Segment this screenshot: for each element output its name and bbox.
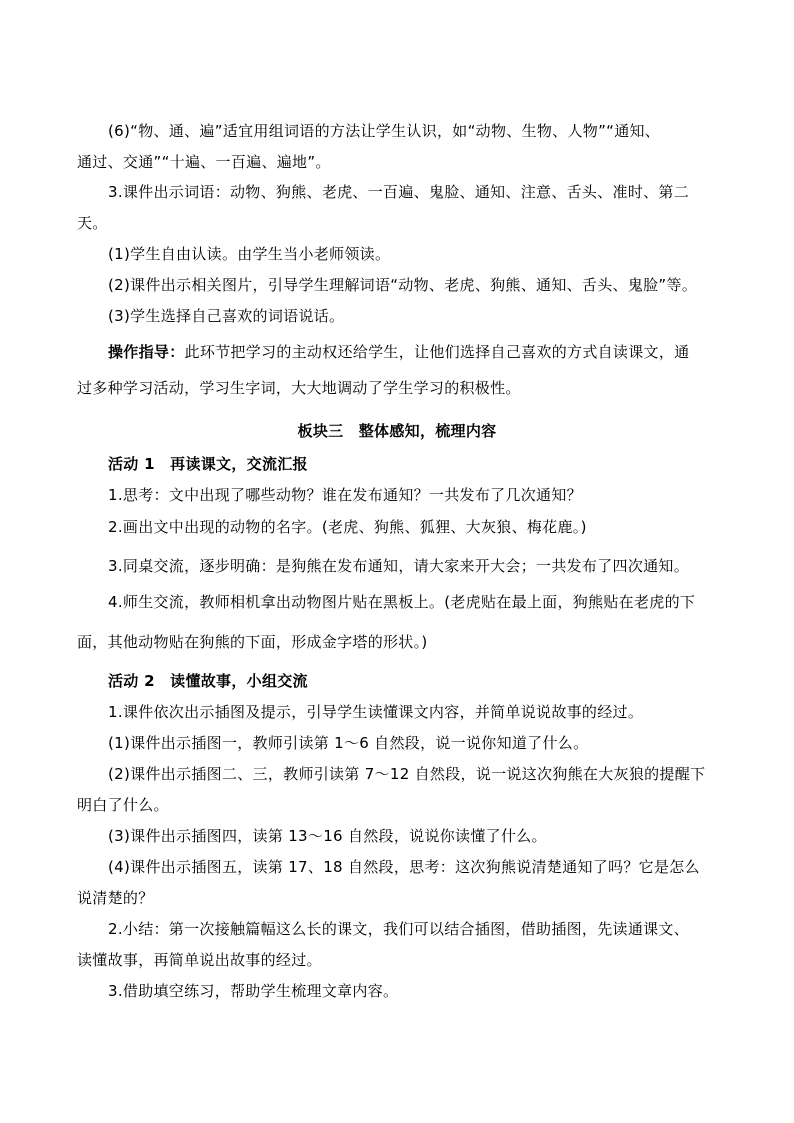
paragraph-line: 读懂故事，再简单说出故事的经过。 bbox=[77, 951, 322, 969]
paragraph-line: 过多种学习活动，学习生字词，大大地调动了学生学习的积极性。 bbox=[77, 379, 521, 397]
paragraph-line: 3.课件出示词语：动物、狗熊、老虎、一百遍、鬼脸、通知、注意、舌头、准时、第二 bbox=[108, 183, 690, 201]
paragraph-line: (4)课件出示插图五，读第 17、18 自然段，思考：这次狗熊说清楚通知了吗？它是怎么 bbox=[108, 858, 700, 876]
paragraph-line: 4.师生交流，教师相机拿出动物图片贴在黑板上。(老虎贴在最上面，狗熊贴在老虎的下 bbox=[108, 593, 696, 611]
paragraph-line: (2)课件出示插图二、三，教师引读第 7～12 自然段，说一说这次狗熊在大灰狼的提醒下 bbox=[108, 765, 706, 783]
paragraph-line: 说清楚的？ bbox=[77, 889, 154, 907]
guidance-line bbox=[108, 342, 689, 362]
guidance-text: 操作指导：此环节把学习的主动权还给学生，让他们选择自己喜欢的方式自读课文，通 bbox=[108, 343, 690, 361]
paragraph-line: 3.同桌交流，逐步明确：是狗熊在发布通知，请大家来开大会；一共发布了四次通知。 bbox=[108, 557, 690, 575]
paragraph-line: 天。 bbox=[77, 214, 108, 232]
paragraph-line: 1.课件依次出示插图及提示，引导学生读懂课文内容，并简单说说故事的经过。 bbox=[108, 703, 644, 721]
paragraph-line: (2)课件出示相关图片，引导学生理解词语“动物、老虎、狗熊、通知、舌头、鬼脸”等。 bbox=[108, 276, 698, 294]
paragraph-line: 面，其他动物贴在狗熊的下面，形成金字塔的形状。) bbox=[77, 633, 428, 651]
paragraph-line: 2.小结：第一次接触篇幅这么长的课文，我们可以结合插图，借助插图，先读通课文、 bbox=[108, 920, 690, 938]
section-heading: 板块三 整体感知，梳理内容 bbox=[297, 422, 497, 440]
activity-heading: 活动 2 读懂故事，小组交流 bbox=[108, 672, 308, 690]
activity-heading: 活动 1 再读课文，交流汇报 bbox=[108, 455, 308, 473]
paragraph-line: 1.思考：文中出现了哪些动物？谁在发布通知？一共发布了几次通知？ bbox=[108, 486, 582, 504]
guidance-label: 操作指导： bbox=[108, 343, 185, 361]
paragraph-line: (3)学生选择自己喜欢的词语说话。 bbox=[108, 307, 345, 325]
paragraph-line: 3.借助填空练习，帮助学生梳理文章内容。 bbox=[108, 982, 399, 1000]
paragraph-line: 2.画出文中出现的动物的名字。(老虎、狗熊、狐狸、大灰狼、梅花鹿。) bbox=[108, 518, 587, 536]
paragraph-line: 明白了什么。 bbox=[77, 796, 169, 814]
paragraph-line: 通过、交通”“十遍、一百遍、遍地”。 bbox=[77, 153, 331, 171]
paragraph-line: (1)学生自由认读。由学生当小老师领读。 bbox=[108, 245, 391, 263]
paragraph-line: (6)“物、通、遍”适宜用组词语的方法让学生认识，如“动物、生物、人物”“通知、 bbox=[108, 122, 661, 140]
paragraph-line: (3)课件出示插图四，读第 13～16 自然段，说说你读懂了什么。 bbox=[108, 827, 547, 845]
paragraph-line: (1)课件出示插图一，教师引读第 1～6 自然段，说一说你知道了什么。 bbox=[108, 734, 589, 752]
